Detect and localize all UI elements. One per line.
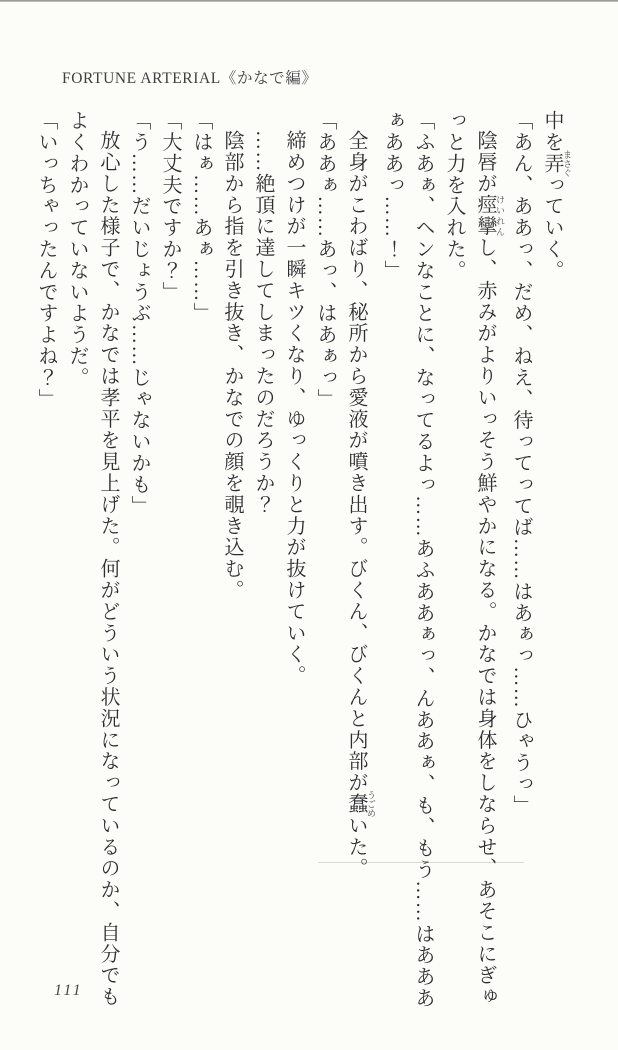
- paragraph: 締めつけが一瞬キツくなり、ゆっくりと力が抜けていく。: [283, 130, 305, 687]
- ruby-annotated-word: 弄 まさぐ: [541, 150, 572, 178]
- paragraph: 中を弄 まさぐっていく。: [541, 110, 572, 282]
- page-top-edge: [0, 0, 618, 2]
- main-text: [35, 110, 572, 1012]
- ruby-annotated-word: 痙攣 けいれん: [474, 194, 505, 238]
- paragraph: 陰部から指を引き抜き、かなでの顔を覗き込む。: [221, 130, 243, 601]
- ruby-annotated-word: 蠢 うごめ: [345, 790, 376, 818]
- paragraph: 陰唇が痙攣 けいれんし、赤みがよりいっそう鮮やかになる。かなでは身体をしならせ、あそこにぎゅっと力を入れた。: [443, 110, 505, 1008]
- scan-artifact-line: [318, 862, 524, 863]
- paragraph: 「いっちゃったんですよね？」: [35, 110, 57, 410]
- paragraph: 全身がこわばり、秘所から愛液が噴き出す。びくん、びくんと内部が蠢 うごめいた。: [345, 130, 376, 880]
- running-header: FORTUNE ARTERIAL《かなで編》: [62, 70, 318, 87]
- paragraph: 「ふあぁ、ヘンなことに、なってるよっ……あふああぁっ、んああぁ、も、もう……はあああぁああっ……！」: [381, 110, 434, 1009]
- paragraph: 「う……だいじょうぶ……じゃないかも」: [128, 110, 150, 517]
- paragraph: 「ああぁ……あっ、はあぁっ」: [314, 110, 336, 410]
- paragraph: ……絶頂に達してしまったのだろうか？: [252, 130, 274, 516]
- paragraph: 放心した様子で、かなでは孝平を見上げた。何がどういう状況になっているのか、自分でもよくわかっていないようだ。: [66, 110, 119, 1008]
- paragraph: 「大丈夫ですか？」: [159, 110, 181, 303]
- paragraph: 「あん、ああっ、だめ、ねえ、待ってってば……はあぁっ……ひゃうっ」: [510, 110, 532, 817]
- paragraph: 「はぁ……あぁ……」: [190, 110, 212, 324]
- page-number: 111: [54, 982, 84, 999]
